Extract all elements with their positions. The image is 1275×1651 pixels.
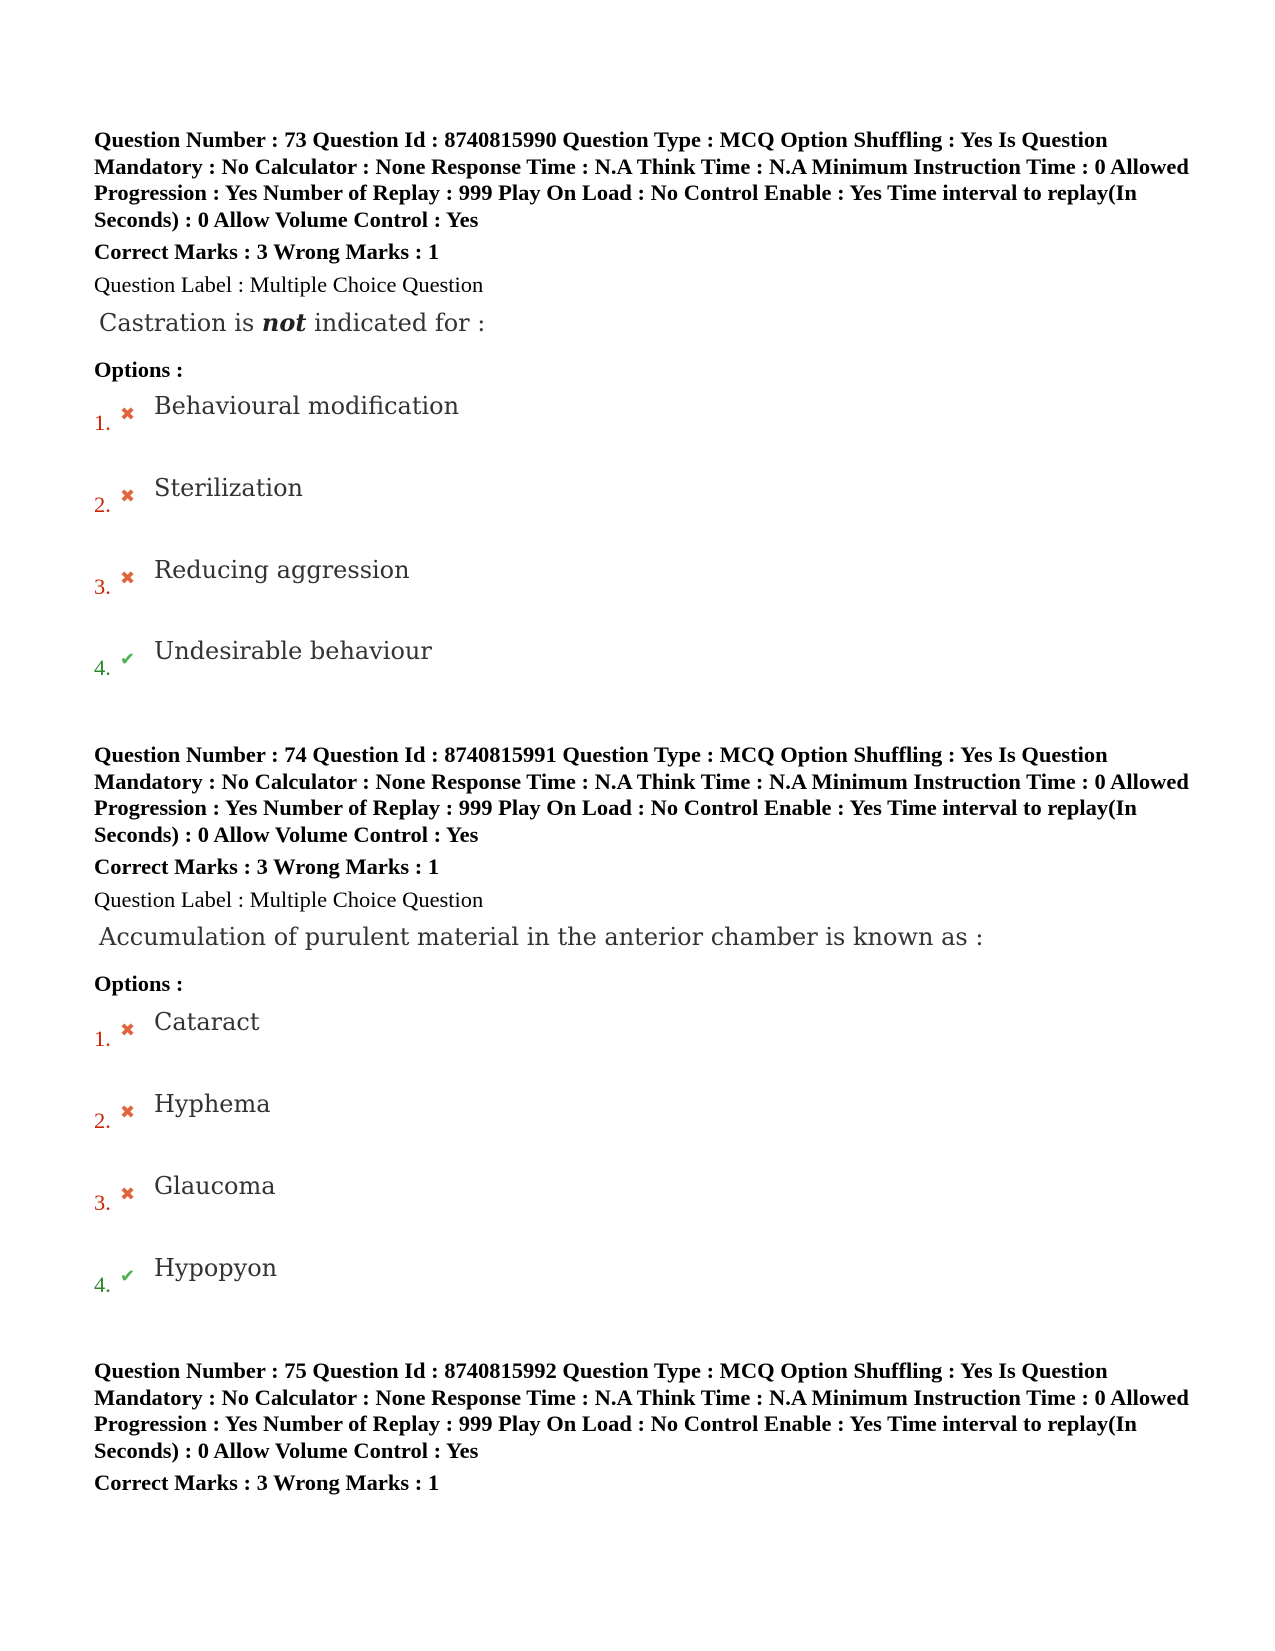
option-4 — [94, 637, 694, 680]
question-meta: Question Number : 75 Question Id : 8740815992 Question Type : MCQ Option Shuffling : Yes Is Question Mandatory : No Calculator : None Response Time : N.A Think Time : N.A Minimum Instruction Time : 0 Allowed Progression : Yes Number of Replay : 999 Play On Load : No Control Enable : Yes Time interval to replay(In Seconds) : 0 Allow Volume Control : Yes — [94, 1358, 1189, 1463]
question-75 — [94, 1358, 1194, 1496]
option-text: Undesirable behaviour — [154, 637, 432, 665]
option-number: 1. — [94, 1026, 111, 1051]
question-meta: Question Number : 74 Question Id : 8740815991 Question Type : MCQ Option Shuffling : Yes Is Question Mandatory : No Calculator : None Response Time : N.A Think Time : N.A Minimum Instruction Time : 0 Allowed Progression : Yes Number of Replay : 999 Play On Load : No Control Enable : Yes Time interval to replay(In Seconds) : 0 Allow Volume Control : Yes — [94, 742, 1189, 847]
option-number: 4. — [94, 655, 111, 680]
option-1 — [94, 392, 694, 435]
option-number: 1. — [94, 410, 111, 435]
question-marks: Correct Marks : 3 Wrong Marks : 1 — [94, 239, 440, 264]
option-2 — [94, 1090, 694, 1133]
question-label: Question Label : Multiple Choice Question — [94, 272, 484, 297]
option-text: Hyphema — [154, 1090, 271, 1118]
option-number: 4. — [94, 1272, 111, 1297]
cross-icon: ✖ — [120, 1020, 136, 1041]
question-74 — [94, 742, 1194, 997]
options-heading: Options : — [94, 357, 184, 382]
option-text: Reducing aggression — [154, 556, 410, 584]
cross-icon: ✖ — [120, 1102, 136, 1123]
check-icon: ✔ — [120, 1266, 136, 1287]
question-text-emphasis: not — [261, 308, 307, 337]
question-marks: Correct Marks : 3 Wrong Marks : 1 — [94, 1470, 440, 1495]
check-icon: ✔ — [120, 649, 136, 670]
option-3 — [94, 1172, 694, 1215]
option-1 — [94, 1008, 694, 1051]
question-marks: Correct Marks : 3 Wrong Marks : 1 — [94, 854, 440, 879]
option-2 — [94, 474, 694, 517]
option-text: Glaucoma — [154, 1172, 276, 1200]
option-4 — [94, 1254, 694, 1297]
option-text: Sterilization — [154, 474, 303, 502]
options-heading: Options : — [94, 971, 184, 996]
cross-icon: ✖ — [120, 568, 136, 589]
question-label: Question Label : Multiple Choice Question — [94, 887, 484, 912]
option-number: 2. — [94, 492, 111, 517]
question-text-before: Castration is — [99, 309, 262, 337]
option-text: Hypopyon — [154, 1254, 278, 1282]
option-number: 3. — [94, 574, 111, 599]
option-text: Cataract — [154, 1008, 260, 1036]
cross-icon: ✖ — [120, 486, 136, 507]
cross-icon: ✖ — [120, 1184, 136, 1205]
cross-icon: ✖ — [120, 404, 136, 425]
option-text: Behavioural modification — [154, 392, 460, 420]
question-text — [99, 308, 1194, 337]
question-text: Accumulation of purulent material in the anterior chamber is known as : — [99, 923, 984, 951]
question-73 — [94, 127, 1194, 383]
option-number: 2. — [94, 1108, 111, 1133]
question-meta: Question Number : 73 Question Id : 8740815990 Question Type : MCQ Option Shuffling : Yes Is Question Mandatory : No Calculator : None Response Time : N.A Think Time : N.A Minimum Instruction Time : 0 Allowed Progression : Yes Number of Replay : 999 Play On Load : No Control Enable : Yes Time interval to replay(In Seconds) : 0 Allow Volume Control : Yes — [94, 127, 1189, 232]
option-number: 3. — [94, 1190, 111, 1215]
question-text-after: indicated for : — [306, 309, 486, 337]
option-3 — [94, 556, 694, 599]
